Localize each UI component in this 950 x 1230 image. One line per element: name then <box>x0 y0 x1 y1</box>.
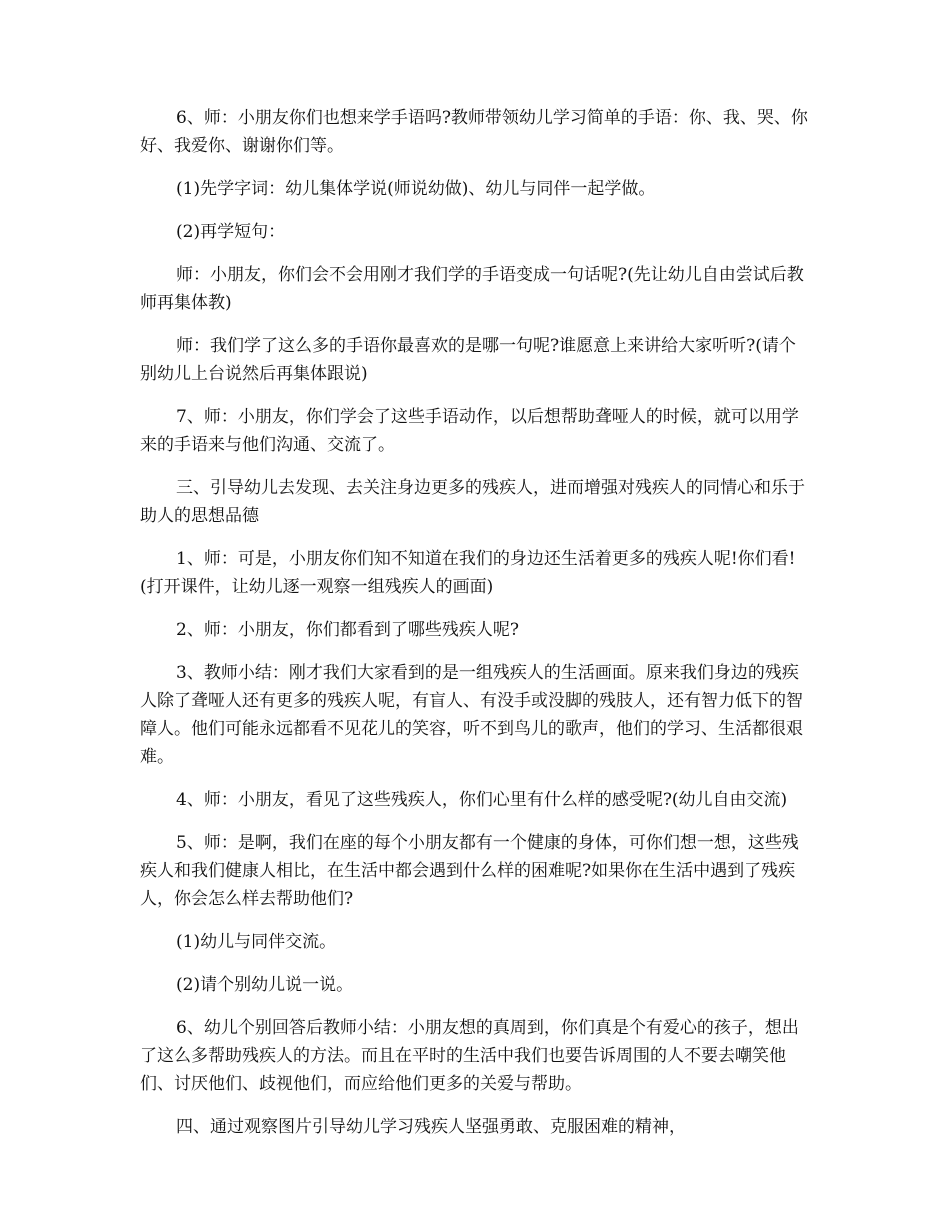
paragraph-make-sentence: 师：小朋友，你们会不会用刚才我们学的手语变成一句话呢?(先让幼儿自由尝试后教师再集体教) <box>140 265 804 313</box>
paragraph-individual-speak: (2)请个别幼儿说一说。 <box>176 975 354 995</box>
paragraph-learn-words: (1)先学字词：幼儿集体学说(师说幼做)、幼儿与同伴一起学做。 <box>176 179 656 199</box>
paragraph-feelings: 4、师：小朋友，看见了这些残疾人，你们心里有什么样的感受呢?(幼儿自由交流) <box>176 790 788 810</box>
paragraph-communicate: 7、师：小朋友，你们学会了这些手语动作，以后想帮助聋哑人的时候，就可以用学来的手语来与他们沟通、交流了。 <box>140 407 799 455</box>
paragraph-teacher-summary: 3、教师小结：刚才我们大家看到的是一组残疾人的生活画面。原来我们身边的残疾人除了聋哑人还有更多的残疾人呢，有盲人、有没手或没脚的残肢人，还有智力低下的智障人。他们可能永远都看不见花儿的笑容，听不到鸟儿的歌声，他们的学习、生活都很艰难。 <box>140 663 803 767</box>
document-page <box>140 104 812 1156</box>
paragraph-what-seen: 2、师：小朋友，你们都看到了哪些残疾人呢? <box>176 620 519 640</box>
paragraph-favorite-sentence: 师：我们学了这么多的手语你最喜欢的是哪一句呢?谁愿意上来讲给大家听听?(请个别幼儿上台说然后再集体跟说) <box>140 336 796 384</box>
paragraph-peer-exchange: (1)幼儿与同伴交流。 <box>176 932 337 952</box>
section-heading-four: 四、通过观察图片引导幼儿学习残疾人坚强勇敢、克服困难的精神， <box>176 1117 686 1137</box>
paragraph-teacher-sign-language-intro: 6、师：小朋友你们也想来学手语吗?教师带领幼儿学习简单的手语：你、我、哭、你好、我爱你、谢谢你们等。 <box>140 108 808 156</box>
paragraph-how-to-help: 5、师：是啊，我们在座的每个小朋友都有一个健康的身体，可你们想一想，这些残疾人和我们健康人相比，在生活中都会遇到什么样的困难呢?如果你在生活中遇到了残疾人，你会怎么样去帮助他们? <box>140 833 799 909</box>
section-heading-three: 三、引导幼儿去发现、去关注身边更多的残疾人，进而增强对残疾人的同情心和乐于助人的思想品德 <box>140 478 805 526</box>
paragraph-final-summary: 6、幼儿个别回答后教师小结：小朋友想的真周到，你们真是个有爱心的孩子，想出了这么多帮助残疾人的方法。而且在平时的生活中我们也要告诉周围的人不要去嘲笑他们、讨厌他们、歧视他们，而应给他们更多的关爱与帮助。 <box>140 1018 799 1094</box>
paragraph-learn-phrases: (2)再学短句： <box>176 222 286 242</box>
paragraph-view-courseware: 1、师：可是，小朋友你们知不知道在我们的身边还生活着更多的残疾人呢!你们看!(打开课件，让幼儿逐一观察一组残疾人的画面) <box>140 549 796 597</box>
